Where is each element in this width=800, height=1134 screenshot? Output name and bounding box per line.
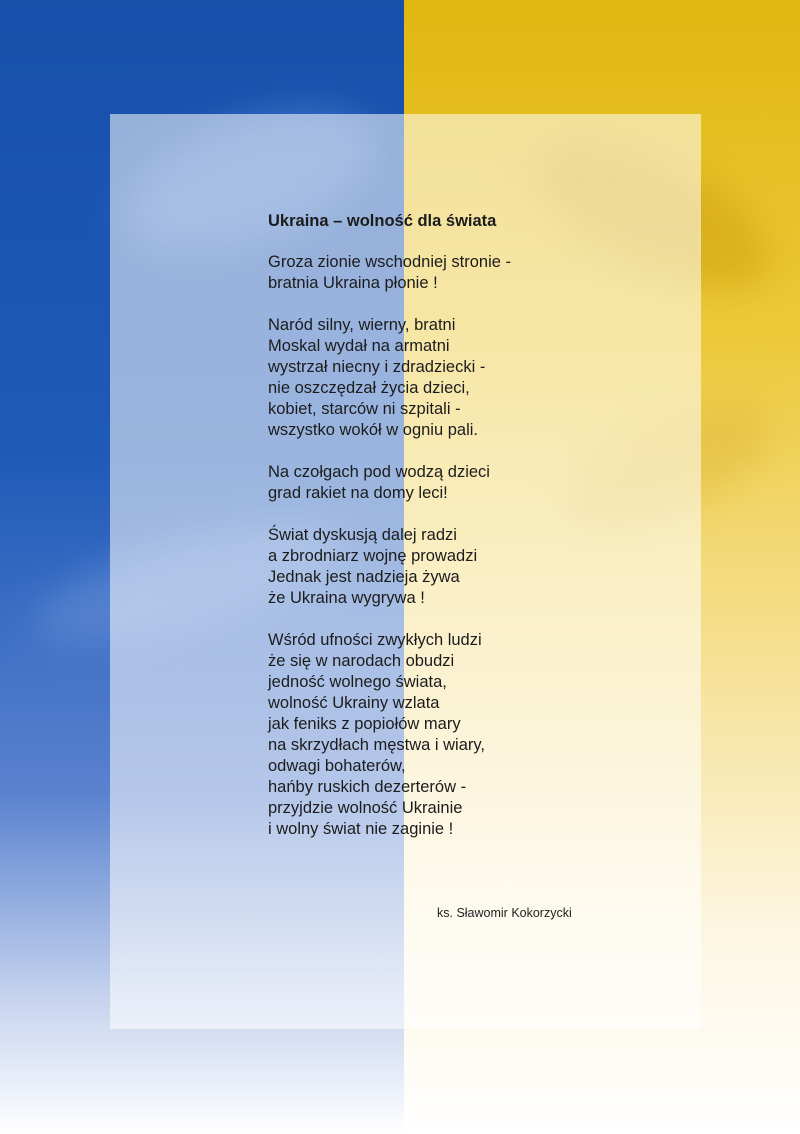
poem-line: bratnia Ukraina płonie ! [268, 274, 438, 292]
poem-line: Naród silny, wierny, bratni [268, 316, 456, 334]
poem-line: Świat dyskusją dalej radzi [268, 526, 457, 544]
poem-line: że się w narodach obudzi [268, 652, 455, 670]
poem-line: przyjdzie wolność Ukrainie [268, 799, 463, 817]
poem-line: Moskal wydał na armatni [268, 337, 450, 355]
poem-line: na skrzydłach męstwa i wiary, [268, 736, 486, 754]
poem-title: Ukraina – wolność dla świata [268, 212, 497, 230]
poem-line: Jednak jest nadzieja żywa [268, 568, 460, 586]
poem-line: jak feniks z popiołów mary [268, 715, 461, 733]
poem-stanza [268, 462, 688, 504]
poem-stanza [268, 315, 688, 441]
poem-line: że Ukraina wygrywa ! [268, 589, 425, 607]
poem-line: wszystko wokół w ogniu pali. [268, 421, 479, 439]
poem-line: odwagi bohaterów, [268, 757, 406, 775]
poem-line: wystrzał niecny i zdradziecki - [268, 358, 486, 376]
poem-line: Wśród ufności zwykłych ludzi [268, 631, 482, 649]
poem-line: kobiet, starców ni szpitali - [268, 400, 461, 418]
poem-body [268, 252, 688, 840]
poem-line: Groza zionie wschodniej stronie - [268, 253, 512, 271]
poem-author: ks. Sławomir Kokorzycki [437, 906, 572, 920]
poem-line: a zbrodniarz wojnę prowadzi [268, 547, 478, 565]
poem [268, 210, 688, 861]
poem-line: wolność Ukrainy wzlata [268, 694, 440, 712]
poem-line: nie oszczędzał życia dzieci, [268, 379, 470, 397]
poem-line: hańby ruskich dezerterów - [268, 778, 467, 796]
poem-stanza [268, 525, 688, 609]
poem-line: jedność wolnego świata, [268, 673, 447, 691]
poem-stanza [268, 630, 688, 840]
poem-stanza [268, 252, 688, 294]
poem-line: Na czołgach pod wodzą dzieci [268, 463, 490, 481]
poem-line: grad rakiet na domy leci! [268, 484, 448, 502]
poem-line: i wolny świat nie zaginie ! [268, 820, 454, 838]
